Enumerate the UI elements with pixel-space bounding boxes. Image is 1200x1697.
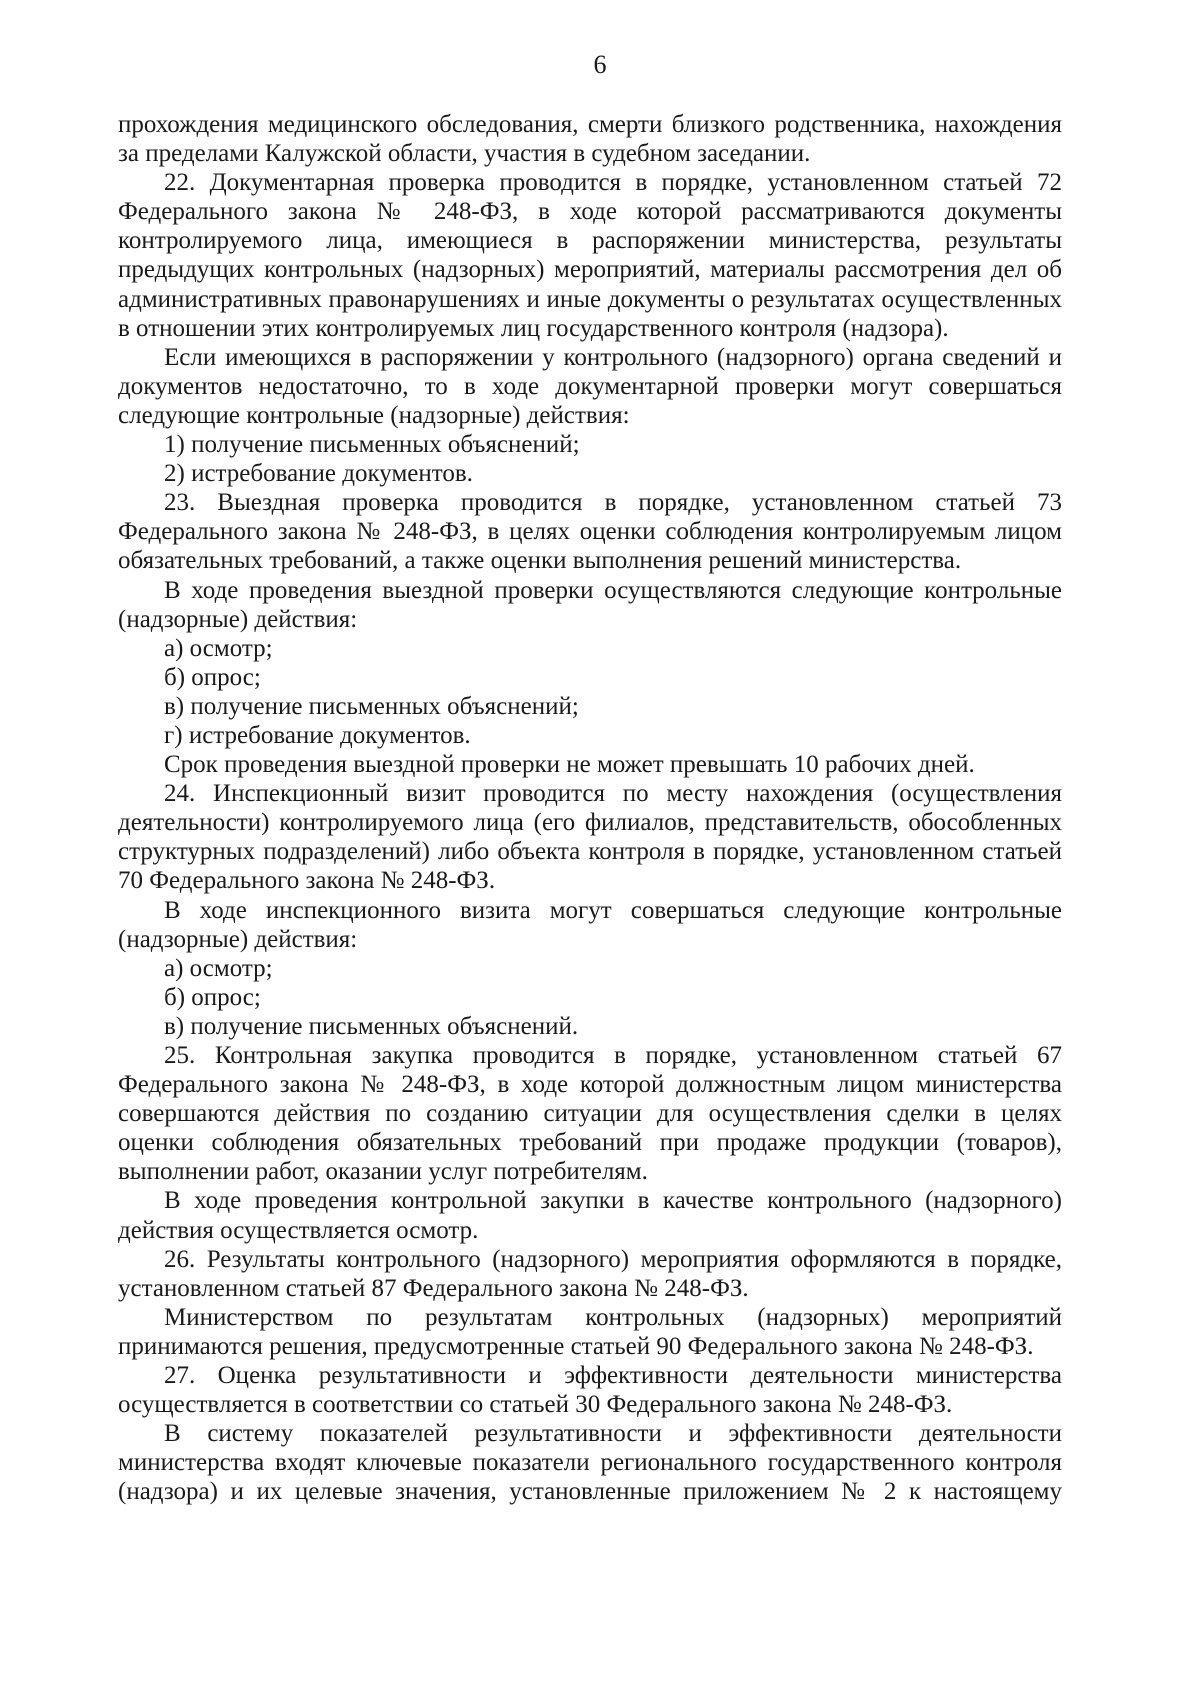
list-item: г) истребование документов. [164, 721, 471, 749]
paragraph-24: 24. Инспекционный визит проводится по месту нахождения (осуществления деятельности) контролируемого лица (его филиалов, представительств, обособленных структурных подразделений) либо объекта контроля в порядке, установленном статьей 70 Федерального закона № 248-ФЗ. [118, 780, 1062, 895]
list-item: б) опрос; [164, 663, 261, 691]
paragraph-27-indicators: В систему показателей результативности и эффективности деятельности министерства входят ключевые показатели регионального государственного контроля (надзора) и их целевые значения, установленные приложением № 2 к настоящему [118, 1420, 1062, 1506]
list-item: б) опрос; [164, 983, 261, 1011]
paragraph-25-action: В ходе проведения контрольной закупки в качестве контрольного (надзорного) действия осуществляется осмотр. [118, 1187, 1062, 1244]
paragraph-23: 23. Выездная проверка проводится в порядке, установленном статьей 73 Федерального закона № 248-ФЗ, в целях оценки соблюдения контролируемым лицом обязательных требований, а также оценки выполнения решений министерства. [118, 489, 1062, 575]
list-item: 2) истребование документов. [164, 460, 473, 488]
paragraph-24-actions-intro: В ходе инспекционного визита могут совершаться следующие контрольные (надзорные) действия: [118, 896, 1062, 953]
document-body [118, 110, 1062, 1507]
paragraph-continuation: прохождения медицинского обследования, смерти близкого родственника, нахождения за пределами Калужской области, участия в судебном заседании. [118, 111, 1062, 168]
paragraph-25: 25. Контрольная закупка проводится в порядке, установленном статьей 67 Федерального закона № 248-ФЗ, в ходе которой должностным лицом министерства совершаются действия по созданию ситуации для осуществления сделки в целях оценки соблюдения обязательных требований при продаже продукции (товаров), выполнении работ, оказании услуг потребителям. [118, 1042, 1062, 1186]
paragraph-22-actions-intro: Если имеющихся в распоряжении у контрольного (надзорного) органа сведений и документов недостаточно, то в ходе документарной проверки могут совершаться следующие контрольные (надзорные) действия: [118, 343, 1062, 429]
paragraph-27: 27. Оценка результативности и эффективности деятельности министерства осуществляется в соответствии со статьей 30 Федерального закона № 248-ФЗ. [118, 1362, 1062, 1419]
list-item: а) осмотр; [164, 634, 273, 662]
paragraph-23-actions-intro: В ходе проведения выездной проверки осуществляются следующие контрольные (надзорные) действия: [118, 576, 1062, 633]
paragraph-26-decisions: Министерством по результатам контрольных (надзорных) мероприятий принимаются решения, предусмотренные статьей 90 Федерального закона № 248-ФЗ. [118, 1303, 1062, 1360]
list-item: а) осмотр; [164, 954, 273, 982]
page-number: 6 [593, 50, 607, 79]
list-item: в) получение письменных объяснений. [164, 1012, 579, 1040]
list-item: в) получение письменных объяснений; [164, 692, 579, 720]
paragraph-22: 22. Документарная проверка проводится в порядке, установленном статьей 72 Федерального закона № 248-ФЗ, в ходе которой рассматриваются документы контролируемого лица, имеющиеся в распоряжении министерства, результаты предыдущих контрольных (надзорных) мероприятий, материалы рассмотрения дел об административных правонарушениях и иные документы о результатах осуществленных в отношении этих контролируемых лиц государственного контроля (надзора). [118, 169, 1062, 342]
list-item: 1) получение письменных объяснений; [164, 431, 580, 459]
paragraph-23-term: Срок проведения выездной проверки не может превышать 10 рабочих дней. [164, 751, 975, 779]
paragraph-26: 26. Результаты контрольного (надзорного) мероприятия оформляются в порядке, установленном статьей 87 Федерального закона № 248-ФЗ. [118, 1245, 1062, 1302]
